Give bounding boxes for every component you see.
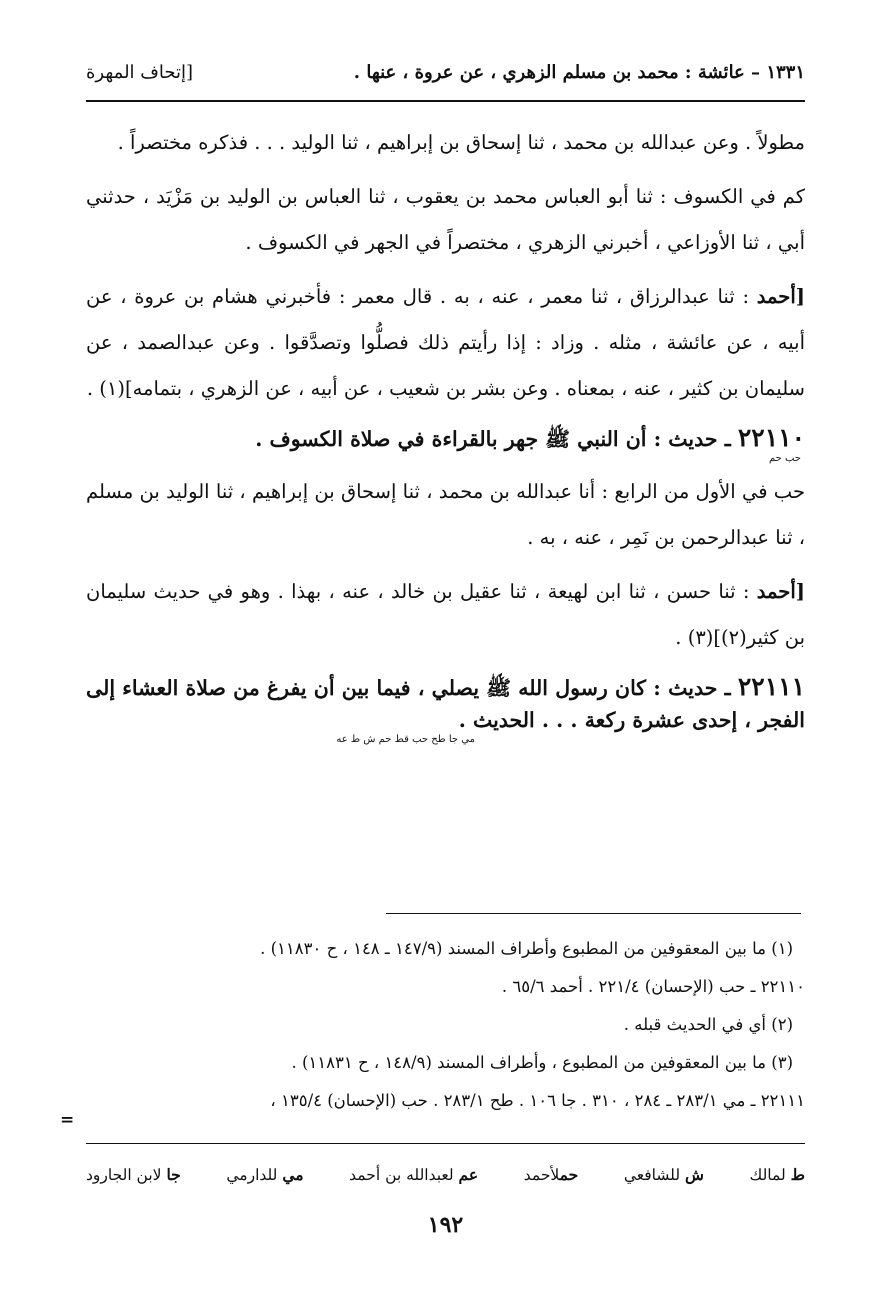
source-name: [أحمد <box>756 580 805 603</box>
hadith-text: ـ حديث : أن النبي ﷺ جهر بالقراءة في صلاة الكسوف . <box>255 427 738 451</box>
paragraph: كم في الكسوف : ثنا أبو العباس محمد بن يعقوب ، ثنا العباس بن الوليد بن مَزْيَد ، حدثني أبي ، ثنا الأوزاعي ، أخبرني الزهري ، مختصراً في الجهر في الكسوف . <box>86 185 805 254</box>
abbreviation-item: ط لمالك <box>749 1165 805 1184</box>
main-text <box>86 120 805 750</box>
footnote: (٣) ما بين المعقوفين من المطبوع ، وأطراف المسند (١٤٨/٩ ، ح ١١٨٣١) . <box>291 1053 793 1072</box>
paragraph: حب في الأول من الرابع : أنا عبدالله بن محمد ، ثنا إسحاق بن إبراهيم ، ثنا الوليد بن مسلم ، ثنا عبدالرحمن بن نَمِر ، عنه ، به . <box>86 480 805 549</box>
hadith-number: ٢٢١١١ <box>737 672 805 701</box>
source-name: [أحمد <box>756 285 805 308</box>
abbreviation-item: جا لابن الجارود <box>86 1165 181 1184</box>
footnote-reference: ٢٢١١١ ـ مي ٢٨٣/١ ـ ٢٨٤ ، ٣١٠ . جا ١٠٦ . طح ٢٨٣/١ . حب (الإحسان) ١٣٥/٤ ، <box>270 1091 805 1110</box>
header-rule <box>86 100 805 102</box>
paragraph-text: : ثنا حسن ، ثنا ابن لهيعة ، ثنا عقيل بن خالد ، عنه ، بهذا . وهو في حديث سليمان بن كثير(٢)](٣) . <box>86 580 805 649</box>
paragraph: مطولاً . وعن عبدالله بن محمد ، ثنا إسحاق بن إبراهيم ، ثنا الوليد . . . فذكره مختصراً . <box>117 131 805 154</box>
abbreviation-item: حملأحمد <box>523 1165 579 1184</box>
hadith-heading <box>86 671 805 746</box>
hadith-text: ـ حديث : كان رسول الله ﷺ يصلي ، فيما بين أن يفرغ من صلاة العشاء إلى الفجر ، إحدى عشرة ركعة . . . الحديث . <box>86 676 805 732</box>
footnote-reference: ٢٢١١٠ ـ حب (الإحسان) ٢٢١/٤ . أحمد ٦٥/٦ . <box>501 977 805 996</box>
hadith-heading <box>86 422 805 465</box>
paragraph-text: : ثنا عبدالرزاق ، ثنا معمر ، عنه ، به . قال معمر : فأخبرني هشام بن عروة ، عن أبيه ، عن عائشة ، مثله . وزاد : إذا رأيتم ذلك فصلُّوا وتصدَّقوا . وعن عبدالصمد ، عن سليمان بن كثير ، عنه ، بمعناه . وعن بشر بن شعيب ، عن أبيه ، عن الزهري ، بتمامه](١) . <box>86 285 805 400</box>
abbreviation-item: عم لعبدالله بن أحمد <box>349 1165 479 1184</box>
footnote-rule <box>86 913 801 914</box>
paragraph <box>86 274 805 412</box>
hadith-number: ٢٢١١٠ <box>737 423 805 452</box>
hadith-sigla: حب حم <box>768 453 801 464</box>
abbreviation-rule <box>86 1143 805 1144</box>
abbreviation-item: مي للدارمي <box>226 1165 304 1184</box>
footnotes <box>86 930 805 1120</box>
book-title: [إتحاف المهرة <box>86 62 194 83</box>
continuation-mark: = <box>60 1110 75 1130</box>
footnote: (١) ما بين المعقوفين من المطبوع وأطراف المسند (١٤٧/٩ ـ ١٤٨ ، ح ١١٨٣٠) . <box>260 939 793 958</box>
hadith-sigla: مي جا طح حب قط حم ش ط عه <box>336 734 475 745</box>
running-head <box>86 58 805 88</box>
paragraph <box>86 569 805 661</box>
chapter-title: ١٣٣١ – عائشة : محمد بن مسلم الزهري ، عن عروة ، عنها . <box>353 62 805 83</box>
abbreviation-key <box>86 1160 805 1190</box>
page-number: ١٩٢ <box>427 1212 464 1238</box>
abbreviation-item: ش للشافعي <box>623 1165 704 1184</box>
footnote: (٢) أي في الحديث قبله . <box>623 1015 793 1034</box>
